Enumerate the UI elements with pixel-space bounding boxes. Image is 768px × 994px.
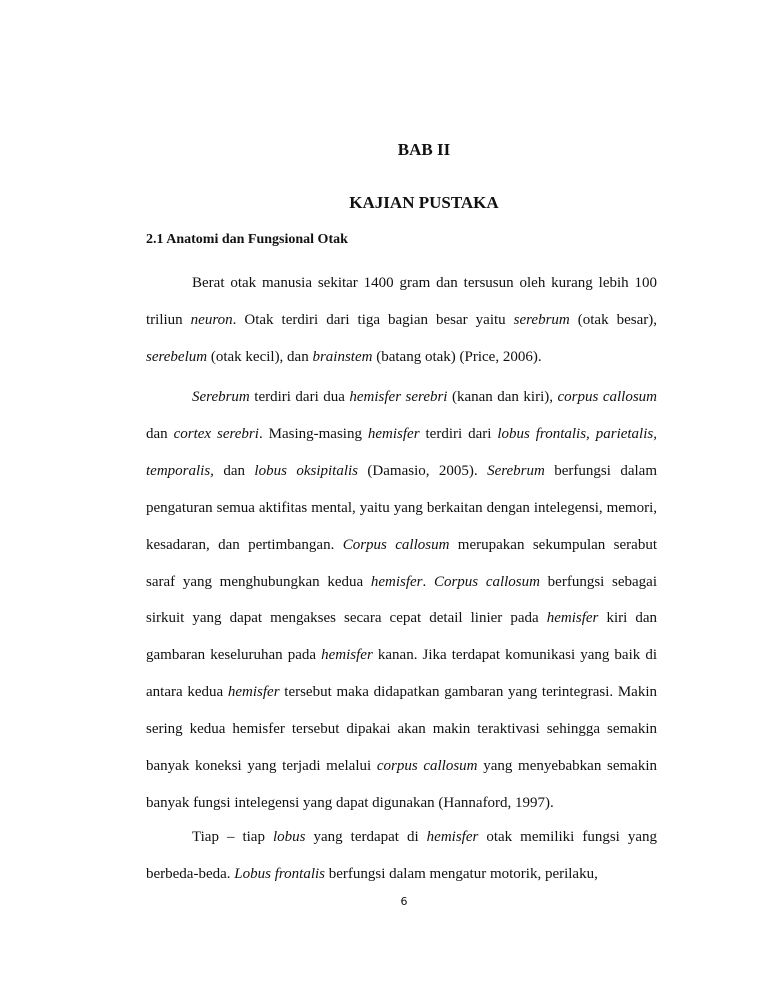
term-serebrum: Serebrum [192,389,250,405]
term-corpus-callosum: corpus callosum [376,758,478,775]
text-run: tersebut maka didapatkan gambaran yang terintegrasi. Makin sering kedua hemisfer tersebut dipakai akan makin teraktivasi sehingga semakin banyak koneksi yang terjadi melalui [146,684,658,775]
text-run: yang menyebabkan semakin banyak fungsi intelegensi yang dapat digunakan (Hannaford, 1997). [146,758,658,811]
page-number: 6 [400,895,408,908]
text-run: terdiri dari [419,425,498,442]
term-brainstem: brainstem [312,348,373,365]
text-run: (otak kecil), dan [207,348,313,365]
term-lobus-list: lobus frontalis, parietalis, temporalis, [146,425,657,479]
text-run: (kanan dan kiri) [447,389,550,405]
text-run: kiri dan gambaran keseluruhan pada [146,610,657,664]
text-run: . [422,573,434,590]
text-run: kanan. Jika terdapat komunikasi yang baik di antara kedua [146,647,657,701]
text-run: Tiap – tiap [192,829,273,845]
text-run: berfungsi dalam mengatur motorik, perilaku, [325,865,598,882]
term-hemisfer-serebri: hemisfer serebri [349,389,448,405]
text-run: (batang otak) (Price, 2006). [372,348,542,365]
text-run: dan [213,462,255,479]
term-corpus-callosum: , corpus callosum [549,389,657,405]
term-corpus-callosum: Corpus callosum [433,573,540,590]
section-heading: 2.1 Anatomi dan Fungsional Otak [146,232,348,247]
term-hemisfer: hemisfer [546,610,599,627]
chapter-number: BAB II [397,140,451,159]
term-hemisfer: hemisfer [426,829,479,845]
term-neuron: neuron [190,311,233,328]
term-serebrum: serebrum [513,311,570,328]
text-run: berfungsi sebagai sirkuit yang dapat mengakses secara cepat detail linier pada [146,573,657,627]
text-run: Berat otak manusia sekitar 1400 gram dan tersusun oleh kurang lebih 100 triliun [146,275,657,328]
paragraph-2 [146,379,657,822]
paragraph-3 [146,819,657,893]
paragraph-1 [146,265,657,376]
term-hemisfer: hemisfer [367,425,420,442]
term-serebrum: Serebrum [487,462,545,479]
text-run: merupakan sekumpulan serabut saraf yang menghubungkan kedua [146,536,657,590]
term-cortex-serebri: cortex serebri [173,425,259,442]
text-run: berfungsi dalam pengaturan semua aktifitas mental, yaitu yang berkaitan dengan intelegensi, memori, kesadaran, dan pertimbangan. [146,462,657,553]
chapter-title: KAJIAN PUSTAKA [349,193,499,212]
term-lobus-frontalis: Lobus frontalis [234,865,325,882]
term-hemisfer: hemisfer [370,573,423,590]
term-lobus: lobus [272,829,306,845]
text-run: (otak besar), [569,311,657,328]
text-run: dan [146,425,174,442]
term-hemisfer: hemisfer [321,647,373,664]
text-run: otak memiliki fungsi yang berbeda-beda. [146,829,657,882]
text-run: yang terdapat di [305,829,427,845]
text-run: . Otak terdiri dari tiga bagian besar yaitu [232,311,514,328]
term-corpus-callosum: Corpus callosum [342,536,450,553]
text-run: terdiri dari dua [249,389,350,405]
term-serebelum: serebelum [146,348,208,365]
text-run: (Damasio, 2005). [358,462,488,479]
term-lobus-oksipitalis: lobus oksipitalis [254,462,359,479]
term-hemisfer: hemisfer [227,684,280,701]
text-run: . Masing-masing [258,425,368,442]
